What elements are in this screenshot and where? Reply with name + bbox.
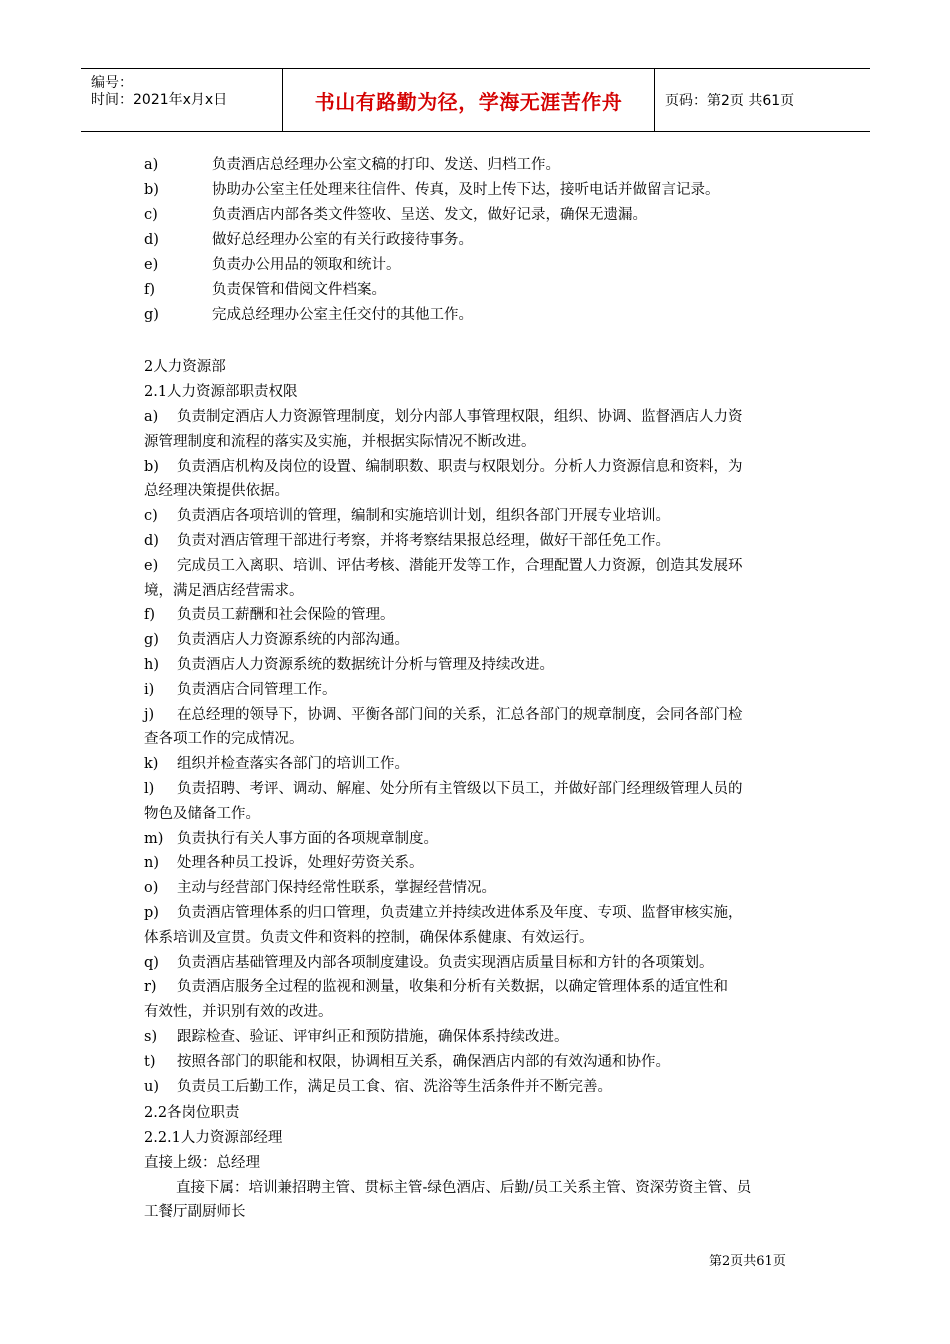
list-item-text: 负责酒店机构及岗位的设置、编制职数、职责与权限划分。分析人力资源信息和资料，为 (177, 458, 743, 475)
list-item-label: b) (144, 182, 159, 198)
list-item-label: o) (144, 880, 159, 897)
office-duty-item (144, 305, 473, 325)
hr-duty-item (144, 506, 670, 526)
document-time-label: 时间：2021年x月x日 (91, 92, 228, 108)
section-title: 2人力资源部 (144, 359, 226, 375)
list-item-text: 做好总经理办公室的有关行政接待事务。 (212, 232, 473, 248)
subsection-title: 2.1人力资源部职责权限 (144, 384, 298, 400)
hr-duty-item (144, 556, 743, 576)
list-item-text: 负责制定酒店人力资源管理制度，划分内部人事管理权限，组织、协调、监督酒店人力资 (177, 409, 743, 425)
page-footer: 第2页共61页 (709, 1254, 786, 1269)
list-item-text: 负责酒店服务全过程的监视和测量，收集和分析有关数据，以确定管理体系的适宜性和 (177, 979, 728, 996)
office-duty-item (144, 255, 401, 275)
list-item-text: 完成总经理办公室主任交付的其他工作。 (212, 307, 473, 323)
list-item-text: 负责酒店管理体系的归口管理，负责建立并持续改进体系及年度、专项、监督审核实施， (177, 905, 743, 921)
list-item-text: 负责酒店人力资源系统的内部沟通。 (177, 632, 409, 649)
list-item-continuation: 物色及储备工作。 (144, 805, 260, 822)
list-item-label: g) (144, 307, 159, 323)
list-item-text: 负责员工薪酬和社会保险的管理。 (177, 607, 395, 624)
list-item-text: 在总经理的领导下，协调、平衡各部门间的关系，汇总各部门的规章制度，会同各部门检 (177, 706, 743, 723)
list-item-text: 完成员工入离职、培训、评估考核、潜能开发等工作，合理配置人力资源，创造其发展环 (177, 557, 743, 574)
list-item-text: 负责员工后勤工作，满足员工食、宿、洗浴等生活条件并不断完善。 (177, 1078, 612, 1095)
list-item-label: c) (144, 207, 158, 223)
hr-duty-item (144, 457, 743, 477)
hr-duty-item (144, 1052, 670, 1072)
page-header (81, 68, 870, 132)
list-item-continuation: 查各项工作的完成情况。 (144, 731, 304, 748)
list-item-text: 负责酒店内部各类文件签收、呈送、发文，做好记录，确保无遗漏。 (212, 207, 647, 223)
office-duty-item (144, 205, 647, 225)
direct-superior: 直接上级：总经理 (144, 1155, 260, 1171)
list-item-continuation: 源管理制度和流程的落实及实施，并根据实际情况不断改进。 (144, 433, 536, 450)
hr-duty-item (144, 1027, 569, 1047)
header-page-info: 页码：第2页 共61页 (665, 93, 795, 109)
list-item-label: e) (144, 257, 159, 273)
hr-duty-item (144, 680, 337, 700)
list-item-text: 主动与经营部门保持经常性联系，掌握经营情况。 (177, 880, 496, 897)
hr-duty-item (144, 878, 496, 898)
list-item-label: p) (144, 905, 159, 921)
list-item-label: t) (144, 1053, 156, 1070)
list-item-text: 跟踪检查、验证、评审纠正和预防措施，确保体系持续改进。 (177, 1029, 569, 1045)
hr-duty-item (144, 630, 409, 650)
document-number-label: 编号： (91, 75, 133, 91)
list-item-text: 负责招聘、考评、调动、解雇、处分所有主管级以下员工，并做好部门经理级管理人员的 (177, 781, 743, 797)
list-item-label: e) (144, 557, 159, 574)
direct-subordinates: 直接下属：培训兼招聘主管、贯标主管-绿色酒店、后勤/员工关系主管、资深劳资主管、员 (176, 1180, 752, 1196)
hr-duty-item (144, 531, 670, 551)
list-item-label: j) (144, 706, 155, 723)
hr-duty-item (144, 953, 714, 973)
list-item-label: q) (144, 954, 159, 971)
list-item-label: c) (144, 508, 158, 525)
hr-duty-item (144, 705, 743, 725)
list-item-label: b) (144, 458, 159, 475)
list-item-text: 负责酒店合同管理工作。 (177, 681, 337, 698)
list-item-label: s) (144, 1029, 158, 1045)
list-item-label: n) (144, 855, 159, 872)
list-item-text: 负责酒店基础管理及内部各项制度建设。负责实现酒店质量目标和方针的各项策划。 (177, 954, 714, 971)
list-item-label: h) (144, 657, 159, 673)
list-item-label: f) (144, 607, 156, 624)
header-motto-cell (282, 69, 655, 131)
list-item-label: d) (144, 533, 159, 549)
list-item-text: 负责对酒店管理干部进行考察，并将考察结果报总经理，做好干部任免工作。 (177, 533, 670, 549)
list-item-text: 负责执行有关人事方面的各项规章制度。 (177, 830, 438, 847)
list-item-label: d) (144, 232, 159, 248)
hr-duty-item (144, 977, 728, 997)
list-item-text: 按照各部门的职能和权限，协调相互关系，确保酒店内部的有效沟通和协作。 (177, 1053, 670, 1070)
subsection-title-2-2: 2.2各岗位职责 (144, 1105, 240, 1121)
list-item-label: l) (144, 781, 155, 797)
list-item-label: k) (144, 756, 159, 773)
list-item-text: 组织并检查落实各部门的培训工作。 (177, 756, 409, 773)
office-duty-item (144, 230, 473, 250)
list-item-text: 协助办公室主任处理来往信件、传真，及时上传下达，接听电话并做留言记录。 (212, 182, 720, 198)
hr-duty-item (144, 754, 409, 774)
hr-duty-item (144, 829, 438, 849)
office-duty-item (144, 280, 386, 300)
list-item-label: r) (144, 979, 157, 996)
list-item-text: 负责酒店各项培训的管理，编制和实施培训计划，组织各部门开展专业培训。 (177, 508, 670, 525)
list-item-continuation: 有效性，并识别有效的改进。 (144, 1004, 333, 1021)
list-item-label: a) (144, 157, 159, 173)
hr-duty-item (144, 605, 395, 625)
list-item-label: g) (144, 632, 159, 649)
list-item-label: m) (144, 830, 164, 847)
list-item-text: 负责酒店人力资源系统的数据统计分析与管理及持续改进。 (177, 657, 554, 673)
list-item-continuation: 总经理决策提供依据。 (144, 483, 289, 500)
header-meta-cell (81, 69, 281, 131)
direct-subordinates-cont: 工餐厅副厨师长 (144, 1204, 246, 1220)
hr-duty-item (144, 779, 743, 799)
list-item-text: 负责酒店总经理办公室文稿的打印、发送、归档工作。 (212, 157, 560, 173)
hr-duty-item (144, 407, 743, 427)
hr-duty-item (144, 655, 554, 675)
header-motto: 书山有路勤为径，学海无涯苦作舟 (314, 89, 623, 114)
list-item-label: i) (144, 681, 155, 698)
list-item-label: u) (144, 1078, 159, 1095)
header-page-cell (655, 69, 870, 131)
list-item-continuation: 境，满足酒店经营需求。 (144, 582, 304, 599)
hr-duty-item (144, 853, 424, 873)
list-item-label: a) (144, 409, 159, 425)
list-item-continuation: 体系培训及宣贯。负责文件和资料的控制，确保体系健康、有效运行。 (144, 929, 594, 946)
subsection-title-2-2-1: 2.2.1人力资源部经理 (144, 1130, 283, 1146)
hr-duty-item (144, 1077, 612, 1097)
list-item-text: 负责保管和借阅文件档案。 (212, 282, 386, 298)
office-duty-item (144, 155, 560, 175)
office-duty-item (144, 180, 720, 200)
hr-duty-item (144, 903, 743, 923)
list-item-label: f) (144, 282, 156, 298)
list-item-text: 处理各种员工投诉，处理好劳资关系。 (177, 855, 424, 872)
list-item-text: 负责办公用品的领取和统计。 (212, 257, 401, 273)
